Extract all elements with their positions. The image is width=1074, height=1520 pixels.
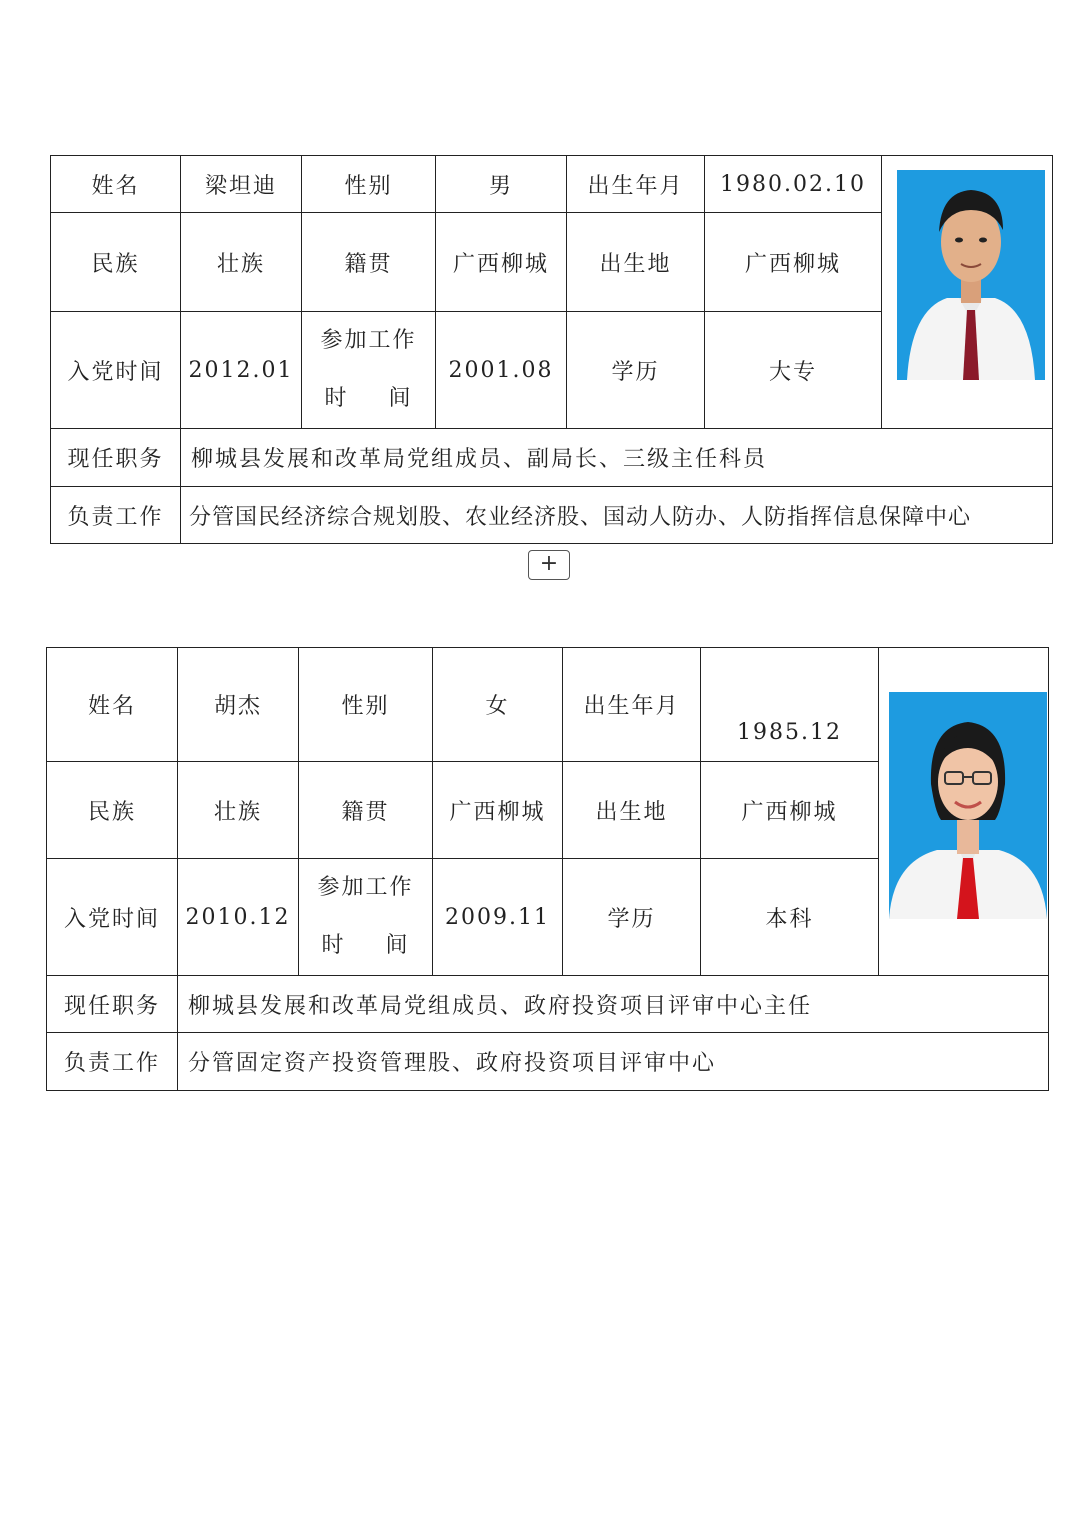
duty-value: 分管国民经济综合规划股、农业经济股、国动人防办、人防指挥信息保障中心 xyxy=(181,487,1053,544)
work-value: 2009.11 xyxy=(433,859,563,976)
party-label: 入党时间 xyxy=(47,859,178,976)
native-label: 籍贯 xyxy=(302,213,436,312)
name-value: 胡杰 xyxy=(178,648,299,762)
work-label-line1: 参加工作 xyxy=(320,328,417,353)
add-button[interactable]: + xyxy=(528,550,570,580)
photo-cell xyxy=(879,648,1049,976)
ethnic-value: 壮族 xyxy=(181,213,302,312)
birthplace-value: 广西柳城 xyxy=(701,762,879,859)
work-label-line2 xyxy=(302,370,435,428)
native-label: 籍贯 xyxy=(299,762,433,859)
edu-label: 学历 xyxy=(567,312,705,429)
position-label: 现任职务 xyxy=(47,976,178,1033)
ethnic-value: 壮族 xyxy=(178,762,299,859)
birthplace-label: 出生地 xyxy=(567,213,705,312)
birthplace-label: 出生地 xyxy=(563,762,701,859)
gender-value: 男 xyxy=(436,156,567,213)
party-value: 2012.01 xyxy=(181,312,302,429)
portrait-female-image xyxy=(889,692,1047,919)
work-label xyxy=(299,859,433,976)
photo-cell xyxy=(882,156,1053,429)
birth-label: 出生年月 xyxy=(563,648,701,762)
birth-value xyxy=(701,648,879,762)
ethnic-label: 民族 xyxy=(47,762,178,859)
portrait-photo xyxy=(897,170,1045,380)
name-label: 姓名 xyxy=(47,648,178,762)
work-label xyxy=(302,312,436,429)
work-label-line1: 参加工作 xyxy=(317,875,414,900)
portrait-photo xyxy=(889,692,1047,919)
name-value: 梁坦迪 xyxy=(181,156,302,213)
portrait-male-image xyxy=(897,170,1045,380)
edu-value: 大专 xyxy=(705,312,882,429)
work-label-line2 xyxy=(299,917,432,975)
position-value: 柳城县发展和改革局党组成员、政府投资项目评审中心主任 xyxy=(178,976,1049,1033)
native-value: 广西柳城 xyxy=(436,213,567,312)
duty-value: 分管固定资产投资管理股、政府投资项目评审中心 xyxy=(178,1033,1049,1091)
birth-value-text: 1985.12 xyxy=(737,720,842,745)
gender-label: 性别 xyxy=(299,648,433,762)
ethnic-label: 民族 xyxy=(51,213,181,312)
work-label-char1: 时 xyxy=(324,386,349,411)
party-label: 入党时间 xyxy=(51,312,181,429)
work-label-char1: 时 xyxy=(321,933,346,958)
birth-label: 出生年月 xyxy=(567,156,705,213)
party-value: 2010.12 xyxy=(178,859,299,976)
work-label-char2: 间 xyxy=(388,386,413,411)
name-label: 姓名 xyxy=(51,156,181,213)
birthplace-value: 广西柳城 xyxy=(705,213,882,312)
gender-value: 女 xyxy=(433,648,563,762)
position-label: 现任职务 xyxy=(51,429,181,487)
position-value: 柳城县发展和改革局党组成员、副局长、三级主任科员 xyxy=(181,429,1053,487)
profile-card-2 xyxy=(46,647,1049,1091)
gender-label: 性别 xyxy=(302,156,436,213)
profile-card-1 xyxy=(50,155,1053,544)
birth-value: 1980.02.10 xyxy=(705,156,882,213)
edu-value: 本科 xyxy=(701,859,879,976)
work-value: 2001.08 xyxy=(436,312,567,429)
native-value: 广西柳城 xyxy=(433,762,563,859)
edu-label: 学历 xyxy=(563,859,701,976)
work-label-char2: 间 xyxy=(385,933,410,958)
duty-label: 负责工作 xyxy=(47,1033,178,1091)
duty-label: 负责工作 xyxy=(51,487,181,544)
